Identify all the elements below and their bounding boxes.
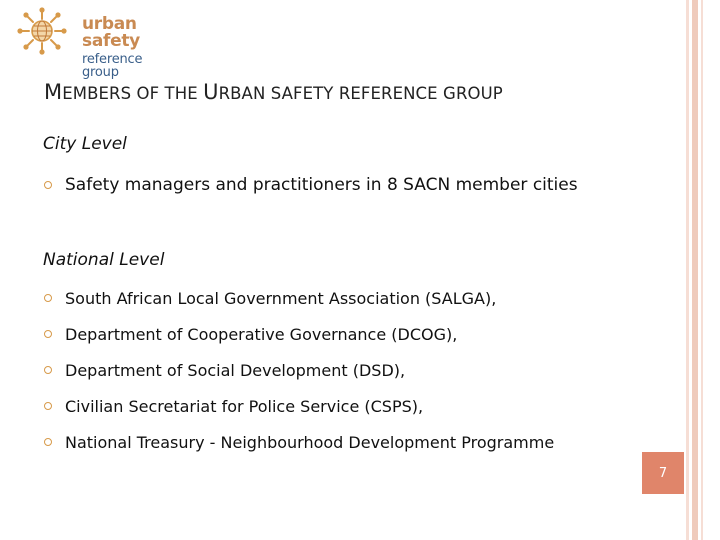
page-number-badge [642, 452, 684, 494]
decorative-rail-2 [692, 0, 698, 540]
logo [14, 6, 164, 80]
bullet-ring-icon [44, 402, 52, 410]
page-number: 7 [658, 465, 668, 481]
bullet-ring-icon [44, 181, 52, 189]
decorative-rail-3 [701, 0, 703, 540]
bullet-ring-icon [44, 294, 52, 302]
page-title: MEMBERS OF THE URBAN SAFETY REFERENCE GROUP [44, 80, 503, 104]
list-item: Department of Social Development (DSD), [44, 359, 405, 381]
bullet-ring-icon [44, 330, 52, 338]
list-item: National Treasury - Neighbourhood Development Programme [44, 431, 554, 453]
list-item: Department of Cooperative Governance (DCOG), [44, 323, 457, 345]
list-item: Safety managers and practitioners in 8 SACN member cities [44, 174, 578, 196]
logo-subtitle: reference group [82, 52, 143, 80]
sun-globe-icon [14, 6, 70, 56]
national-level-heading: National Level [43, 250, 165, 270]
decorative-rail-1 [686, 0, 689, 540]
city-level-heading: City Level [43, 134, 127, 154]
list-item: South African Local Government Association (SALGA), [44, 287, 496, 309]
bullet-ring-icon [44, 438, 52, 446]
list-item: Civilian Secretariat for Police Service (CSPS), [44, 395, 423, 417]
bullet-ring-icon [44, 366, 52, 374]
logo-title: urban safety [82, 14, 140, 51]
